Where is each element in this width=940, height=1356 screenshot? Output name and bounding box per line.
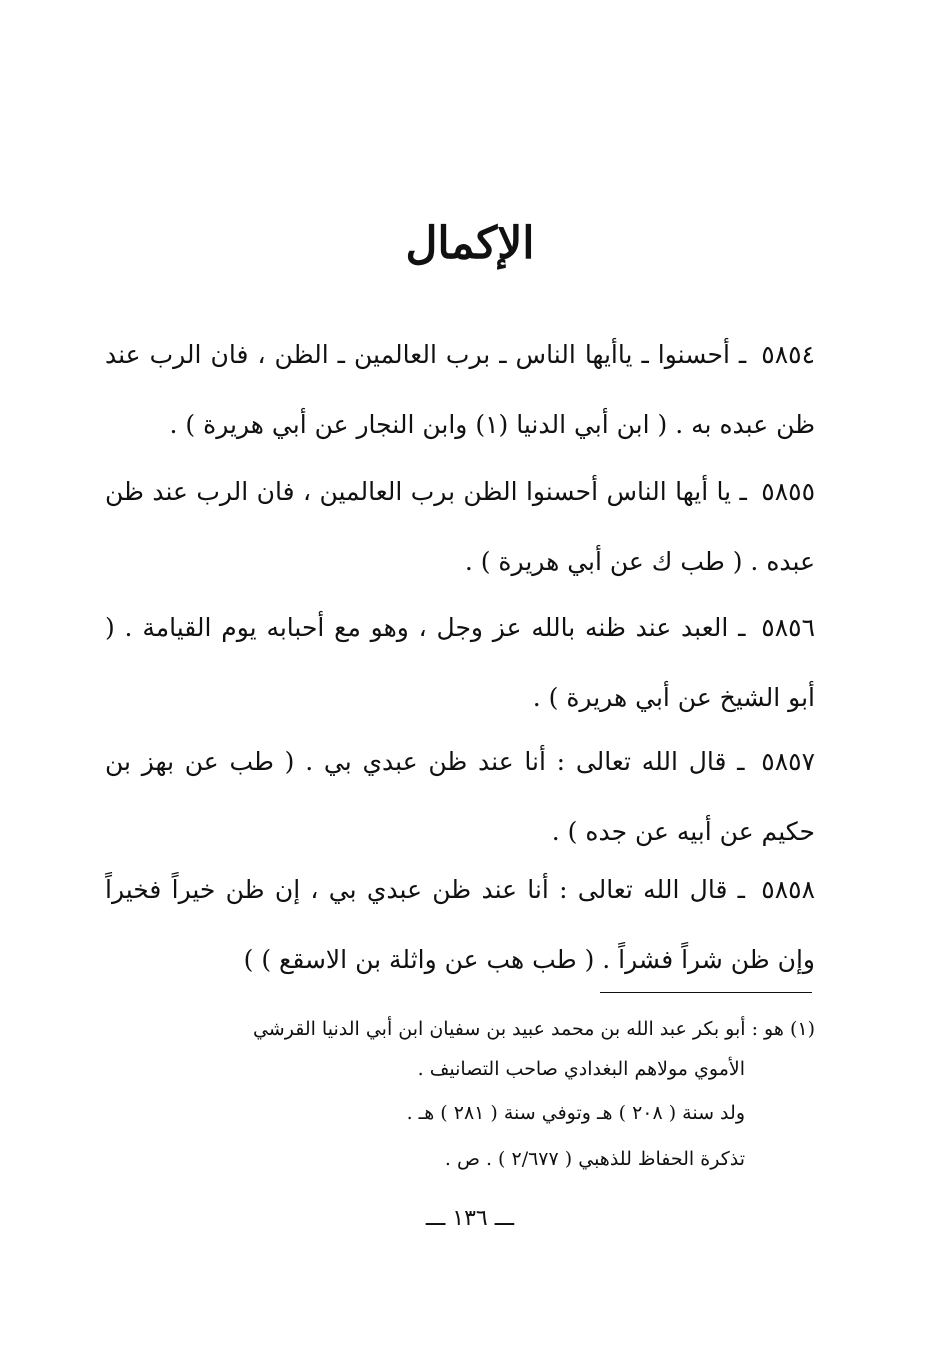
hadith-5856 xyxy=(105,593,815,733)
hadith-5858 xyxy=(105,855,815,995)
hadith-number: ٥٨٥٥ xyxy=(761,477,816,506)
hadith-number: ٥٨٥٤ xyxy=(761,340,815,369)
footnote-line-1 xyxy=(105,1012,815,1046)
footnote-text: هو : أبو بكر عبد الله بن محمد عبيد بن سفيان ابن أبي الدنيا القرشي xyxy=(252,1018,784,1040)
hadith-text: ـ قال الله تعالى : أنا عند ظن عبدي بي ، إن ظن خيراً فخيراً وإن ظن شراً فشراً . ( طب هب عن واثلة بن الاسقع ) ) xyxy=(105,875,815,974)
hadith-number: ٥٨٥٦ xyxy=(761,613,815,642)
footnote-marker: (١) xyxy=(789,1018,815,1040)
hadith-5854 xyxy=(105,320,815,460)
hadith-number: ٥٨٥٧ xyxy=(761,747,815,776)
hadith-text: ـ العبد عند ظنه بالله عز وجل ، وهو مع أحبابه يوم القيامة . ( أبو الشيخ عن أبي هريرة ) . xyxy=(105,613,815,712)
hadith-text: ـ يا أيها الناس أحسنوا الظن برب العالمين ، فان الرب عند ظن عبده . ( طب ك عن أبي هريرة ) . xyxy=(105,477,815,576)
page-number: ـــ ١٣٦ ـــ xyxy=(425,1206,515,1231)
hadith-text: ـ قال الله تعالى : أنا عند ظن عبدي بي . ( طب عن بهز بن حكيم عن أبيه عن جده ) . xyxy=(105,747,815,846)
hadith-5857 xyxy=(105,727,815,867)
hadith-5855 xyxy=(105,457,815,597)
footnote-divider xyxy=(600,992,812,993)
footnote-line-3: ولد سنة ( ٢٠٨ ) هـ وتوفي سنة ( ٢٨١ ) هـ . xyxy=(406,1102,745,1124)
hadith-text: ـ أحسنوا ـ ياأيها الناس ـ برب العالمين ـ الظن ، فان الرب عند ظن عبده به . ( ابن أبي الدنيا (١) وابن النجار عن أبي هريرة ) . xyxy=(105,340,815,439)
footnote-line-2: الأموي مولاهم البغدادي صاحب التصانيف . xyxy=(417,1058,745,1080)
hadith-number: ٥٨٥٨ xyxy=(761,875,815,904)
footnote-line-4: تذكرة الحفاظ للذهبي ( ٢/٦٧٧ ) . ص . xyxy=(444,1148,745,1170)
page-title: الإكمال xyxy=(405,218,535,269)
